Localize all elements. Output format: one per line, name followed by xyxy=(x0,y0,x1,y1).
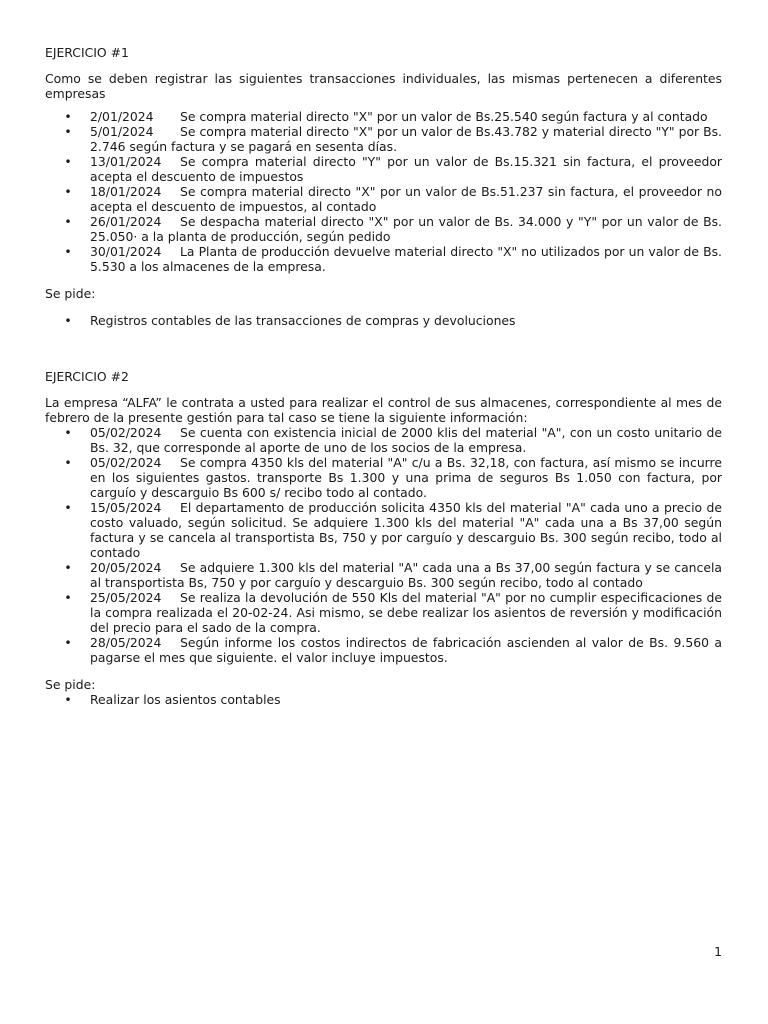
list-item xyxy=(45,425,722,455)
bullet-icon: • xyxy=(64,184,72,199)
transaction-date: 20/05/2024 xyxy=(90,560,162,575)
list-item xyxy=(45,590,722,635)
bullet-icon: • xyxy=(64,425,72,440)
list-item xyxy=(45,455,722,500)
list-item xyxy=(45,313,722,328)
list-item xyxy=(45,184,722,214)
transaction-text: Se despacha material directo "X" por un valor de Bs. 34.000 y "Y" por un valor de Bs. 25.050· a la planta de producción, según pedido xyxy=(90,214,722,244)
task-text: Registros contables de las transacciones de compras y devoluciones xyxy=(90,313,516,328)
exercise-2-title: EJERCICIO #2 xyxy=(45,369,129,384)
bullet-icon: • xyxy=(64,692,72,707)
bullet-icon: • xyxy=(64,500,72,515)
bullet-icon: • xyxy=(64,214,72,229)
list-item xyxy=(45,154,722,184)
list-item xyxy=(45,635,722,665)
transaction-date: 25/05/2024 xyxy=(90,590,162,605)
list-item xyxy=(45,692,722,707)
page-number: 1 xyxy=(714,944,722,959)
transaction-date: 2/01/2024 xyxy=(90,109,154,124)
transaction-text: Según informe los costos indirectos de fabricación ascienden al valor de Bs. 9.560 a pagarse el mes que siguiente. el valor incluye impuestos. xyxy=(90,635,722,665)
bullet-icon: • xyxy=(64,455,72,470)
transaction-date: 28/05/2024 xyxy=(90,635,162,650)
list-item xyxy=(45,109,722,124)
bullet-icon: • xyxy=(64,560,72,575)
exercise-1-transactions xyxy=(45,109,722,274)
transaction-date: 26/01/2024 xyxy=(90,214,162,229)
exercise-2-tasks xyxy=(45,692,722,707)
transaction-date: 05/02/2024 xyxy=(90,425,162,440)
exercise-1-se-pide: Se pide: xyxy=(45,286,96,301)
transaction-date: 18/01/2024 xyxy=(90,184,162,199)
transaction-text: Se adquiere 1.300 kls del material "A" cada una a Bs 37,00 según factura y se cancela al transportista Bs, 750 y por carguío y descarguio Bs. 300 según recibo, todo al contado xyxy=(90,560,722,590)
bullet-icon: • xyxy=(64,635,72,650)
list-item xyxy=(45,124,722,154)
exercise-1-intro: Como se deben registrar las siguientes transacciones individuales, las mismas pertenecen a diferentes empresas xyxy=(45,71,722,101)
document-page xyxy=(45,45,722,707)
bullet-icon: • xyxy=(64,244,72,259)
exercise-2-intro: La empresa “ALFA” le contrata a usted para realizar el control de sus almacenes, correspondiente al mes de febrero de la presente gestión para tal caso se tiene la siguiente información: xyxy=(45,395,722,425)
transaction-text: Se compra material directo "X" por un valor de Bs.25.540 según factura y al contado xyxy=(180,109,708,124)
exercise-2-se-pide: Se pide: xyxy=(45,677,96,692)
list-item xyxy=(45,500,722,560)
transaction-date: 15/05/2024 xyxy=(90,500,162,515)
exercise-1-title: EJERCICIO #1 xyxy=(45,45,129,60)
transaction-date: 5/01/2024 xyxy=(90,124,154,139)
transaction-text: Se compra material directo "X" por un valor de Bs.43.782 y material directo "Y" por Bs. 2.746 según factura y se pagará en sesenta días. xyxy=(90,124,722,154)
task-text: Realizar los asientos contables xyxy=(90,692,281,707)
transaction-text: Se compra 4350 kls del material "A" c/u a Bs. 32,18, con factura, así mismo se incurre en los siguientes gastos. transporte Bs 1.300 y una prima de seguros Bs 1.050 con factura, por carguío y descarguio Bs 600 s/ recibo todo al contado. xyxy=(90,455,722,500)
list-item xyxy=(45,214,722,244)
transaction-date: 30/01/2024 xyxy=(90,244,162,259)
transaction-text: La Planta de producción devuelve material directo "X" no utilizados por un valor de Bs. 5.530 a los almacenes de la empresa. xyxy=(90,244,722,274)
transaction-text: Se compra material directo "X" por un valor de Bs.51.237 sin factura, el proveedor no acepta el descuento de impuestos, al contado xyxy=(90,184,722,214)
bullet-icon: • xyxy=(64,313,72,328)
list-item xyxy=(45,560,722,590)
bullet-icon: • xyxy=(64,154,72,169)
bullet-icon: • xyxy=(64,590,72,605)
exercise-2-transactions xyxy=(45,425,722,665)
transaction-text: Se cuenta con existencia inicial de 2000 klis del material "A", con un costo unitario de Bs. 32, que corresponde al aporte de uno de los socios de la empresa. xyxy=(90,425,722,455)
bullet-icon: • xyxy=(64,124,72,139)
transaction-text: Se realiza la devolución de 550 Kls del material "A" por no cumplir especificaciones de la compra realizada el 20-02-24. Asi mismo, se debe realizar los asientos de reversión y modificación del precio para el sado de la compra. xyxy=(90,590,722,635)
transaction-text: El departamento de producción solicita 4350 kls del material "A" cada uno a precio de costo valuado, según solicitud. Se adquiere 1.300 kls del material "A" cada una a Bs 37,00 según factura y se cancela al transportista Bs, 750 y por carguío y descarguio Bs. 300 según recibo, todo al contado xyxy=(90,500,722,560)
transaction-date: 05/02/2024 xyxy=(90,455,162,470)
transaction-text: Se compra material directo "Y" por un valor de Bs.15.321 sin factura, el proveedor acepta el descuento de impuestos xyxy=(90,154,722,184)
exercise-1-tasks xyxy=(45,313,722,328)
bullet-icon: • xyxy=(64,109,72,124)
transaction-date: 13/01/2024 xyxy=(90,154,162,169)
list-item xyxy=(45,244,722,274)
